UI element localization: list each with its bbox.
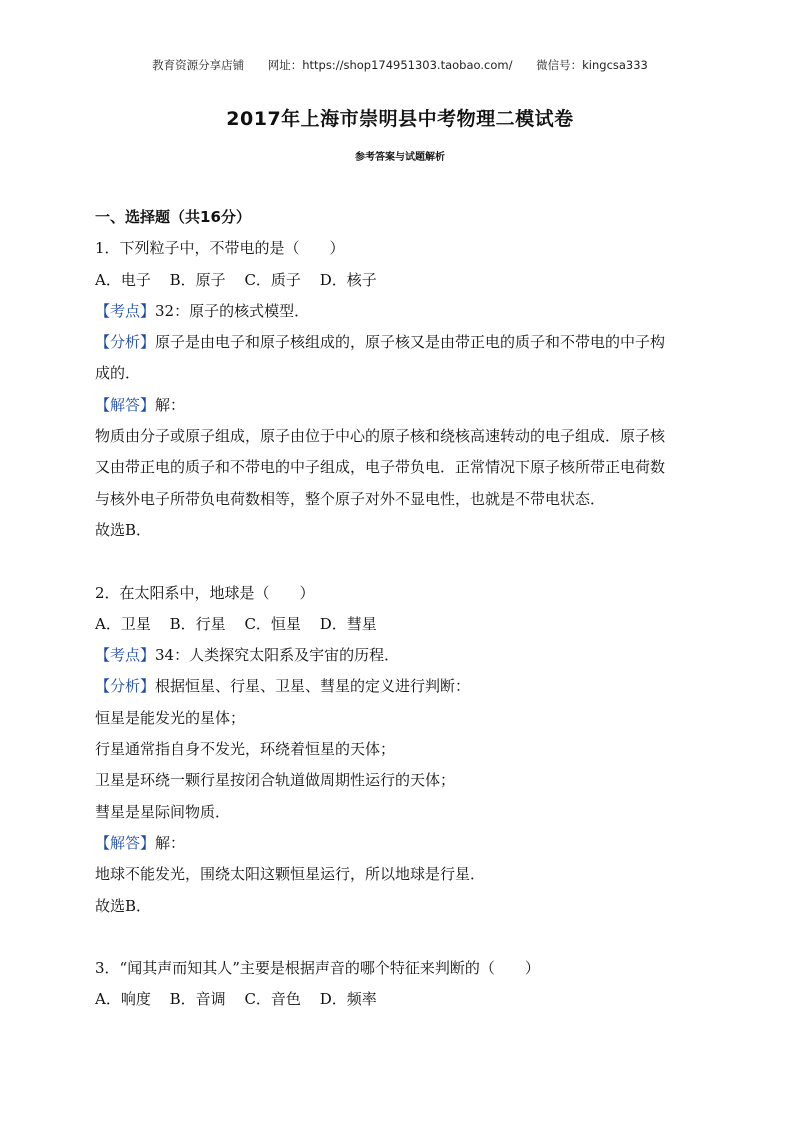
- option-b: B．行星: [169, 614, 226, 633]
- question-2-options: [95, 609, 720, 640]
- option-a: A．卫星: [95, 614, 151, 633]
- jieda-tag: 【解答】: [95, 395, 156, 414]
- question-3-options: [95, 984, 720, 1015]
- jieda-text: 解：: [155, 395, 186, 414]
- option-a: A．响度: [95, 990, 151, 1009]
- option-c: C．音色: [244, 990, 301, 1009]
- question-2-def-4: 彗星是星际间物质．: [95, 802, 231, 821]
- kaodian-text: 34：人类探究太阳系及宇宙的历程．: [155, 646, 400, 665]
- question-2-body-1: 地球不能发光，围绕太阳这颗恒星运行，所以地球是行星．: [95, 865, 486, 884]
- question-2-fenxi: [95, 671, 720, 702]
- question-1-answer: 故选B．: [95, 520, 152, 539]
- option-d: D．频率: [319, 990, 377, 1009]
- question-2-def-1: 恒星是能发光的星体；: [95, 708, 246, 727]
- page-header: [0, 57, 800, 73]
- option-b: B．音调: [169, 990, 226, 1009]
- question-1-body-2: 又由带正电的质子和不带电的中子组成，电子带负电．正常情况下原子核所带正电荷数: [95, 458, 666, 477]
- kaodian-text: 32：原子的核式模型．: [155, 301, 310, 320]
- wechat-id: 微信号：kingcsa333: [536, 58, 648, 72]
- option-b: B．原子: [169, 270, 226, 289]
- option-c: C．恒星: [244, 614, 301, 633]
- section-heading: 一、选择题（共16分）: [95, 208, 251, 226]
- question-2-def-3: 卫星是环绕一颗行星按闭合轨道做周期性运行的天体；: [95, 771, 456, 790]
- page-title: 2017年上海市崇明县中考物理二模试卷: [226, 108, 574, 130]
- question-3-stem: 3．“闻其声而知其人”主要是根据声音的哪个特征来判断的（ ）: [95, 959, 540, 978]
- option-a: A．电子: [95, 270, 151, 289]
- jieda-text: 解：: [155, 833, 186, 852]
- shop-name: 教育资源分享店铺: [152, 58, 245, 72]
- option-d: D．核子: [319, 270, 377, 289]
- question-2-stem: 2．在太阳系中，地球是（ ）: [95, 583, 315, 602]
- spacer: [95, 922, 720, 953]
- jieda-tag: 【解答】: [95, 833, 156, 852]
- question-1-jieda: [95, 390, 720, 421]
- option-d: D．彗星: [319, 614, 377, 633]
- option-c: C．质子: [244, 270, 301, 289]
- question-2-answer: 故选B．: [95, 896, 152, 915]
- document-body: [95, 202, 720, 1016]
- fenxi-tag: 【分析】: [95, 677, 156, 696]
- question-1-fenxi-cont: 成的．: [95, 364, 141, 383]
- question-1-body-3: 与核外电子所带负电荷数相等，整个原子对外不显电性，也就是不带电状态．: [95, 489, 606, 508]
- question-1-stem: 1．下列粒子中，不带电的是（ ）: [95, 239, 345, 258]
- question-2-kaodian: [95, 640, 720, 671]
- kaodian-tag: 【考点】: [95, 301, 156, 320]
- fenxi-text: 根据恒星、行星、卫星、彗星的定义进行判断：: [155, 677, 471, 696]
- question-1-body-1: 物质由分子或原子组成，原子由位于中心的原子核和绕核高速转动的电子组成．原子核: [95, 427, 666, 446]
- question-1-fenxi: [95, 327, 720, 358]
- fenxi-text: 原子是由电子和原子核组成的，原子核又是由带正电的质子和不带电的中子构: [155, 333, 666, 352]
- fenxi-tag: 【分析】: [95, 333, 156, 352]
- spacer: [95, 546, 720, 577]
- kaodian-tag: 【考点】: [95, 646, 156, 665]
- question-1-kaodian: [95, 296, 720, 327]
- question-2-jieda: [95, 828, 720, 859]
- question-1-options: [95, 265, 720, 296]
- page-subtitle: 参考答案与试题解析: [355, 152, 445, 163]
- question-2-def-2: 行星通常指自身不发光，环绕着恒星的天体；: [95, 740, 396, 759]
- shop-url: 网址：https://shop174951303.taobao.com/: [267, 58, 513, 72]
